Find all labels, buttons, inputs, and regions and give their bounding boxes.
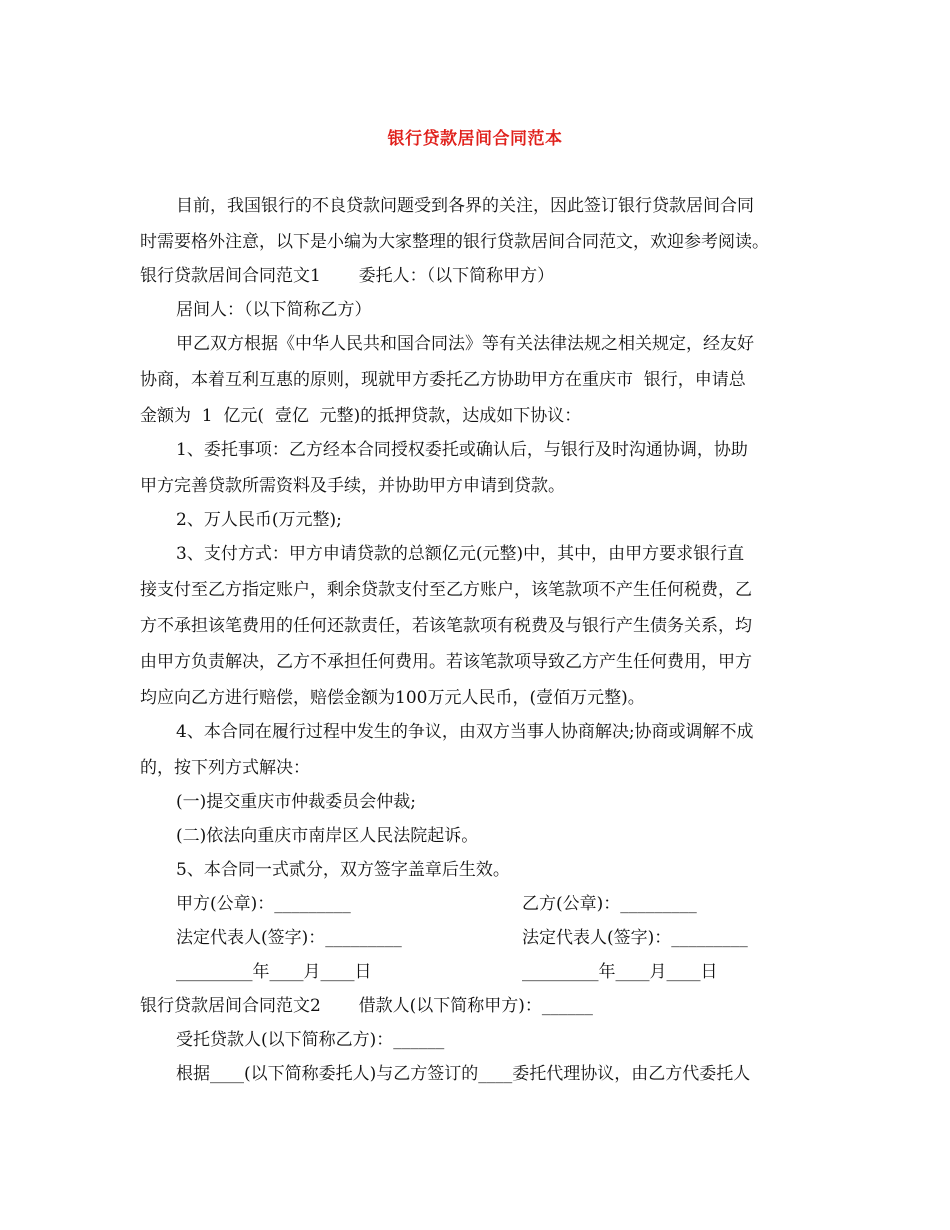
party-a-date: _________年____月____日 (176, 962, 372, 982)
borrower-line: 借款人(以下简称甲方)：______ (358, 996, 593, 1016)
para1-line-3: 金额为 1 亿元( 壹亿 元整)的抵押贷款，达成如下协议： (140, 406, 582, 426)
party-a-representative: 法定代表人(签字)：_________ (176, 928, 402, 948)
party-b-date: _________年____月____日 (522, 962, 718, 982)
item3-line-5: 均应向乙方进行赔偿，赔偿金额为100万元人民币，(壹佰万元整)。 (140, 688, 645, 708)
item5-line: 5、本合同一式贰分，双方签字盖章后生效。 (176, 860, 510, 880)
para1-line-2: 协商，本着互利互惠的原则，现就甲方委托乙方协助甲方在重庆市 银行，申请总 (140, 370, 746, 390)
item1-line-2: 甲方完善贷款所需资料及手续，并协助甲方申请到贷款。 (140, 476, 565, 496)
sample2-heading-row (140, 994, 593, 1018)
item3-line-1: 3、支付方式：甲方申请贷款的总额亿元(元整)中，其中，由甲方要求银行直 (176, 544, 745, 564)
item3-line-4: 由甲方负责解决，乙方不承担任何费用。若该笔款项导致乙方产生任何费用，甲方 (140, 652, 752, 672)
item1-line-1: 1、委托事项：乙方经本合同授权委托或确认后，与银行及时沟通协调，协助 (176, 440, 748, 460)
sample1-heading-row (140, 264, 554, 288)
item4-line-2: 的，按下列方式解决： (140, 758, 310, 778)
sample1-heading: 银行贷款居间合同范文1 (140, 266, 321, 286)
party-b-seal: 乙方(公章)：_________ (522, 894, 697, 914)
item2-line: 2、万人民币(万元整); (176, 510, 342, 530)
principal-line: 委托人：（以下简称甲方） (358, 266, 555, 286)
item4-option-2: (二)依法向重庆市南岸区人民法院起诉。 (176, 826, 479, 846)
item3-line-3: 方不承担该笔费用的任何还款责任，若该笔款项有税费及与银行产生债务关系，均 (140, 616, 752, 636)
item3-line-2: 接支付至乙方指定账户，剩余贷款支付至乙方账户，该笔款项不产生任何税费，乙 (140, 580, 752, 600)
intermediary-line: 居间人：（以下简称乙方） (176, 300, 372, 320)
document-title: 银行贷款居间合同范本 (387, 129, 563, 149)
intro-line-2: 时需要格外注意，以下是小编为大家整理的银行贷款居间合同范文，欢迎参考阅读。 (140, 232, 769, 252)
sample2-para-line-1: 根据____(以下简称委托人)与乙方签订的____委托代理协议，由乙方代委托人 (176, 1064, 751, 1084)
intro-line-1: 目前，我国银行的不良贷款问题受到各界的关注，因此签订银行贷款居间合同 (176, 196, 754, 216)
party-a-seal: 甲方(公章)：_________ (176, 894, 351, 914)
para1-line-1: 甲乙双方根据《中华人民共和国合同法》等有关法律法规之相关规定，经友好 (176, 334, 754, 354)
party-b-representative: 法定代表人(签字)：_________ (522, 928, 748, 948)
sample2-heading: 银行贷款居间合同范文2 (140, 996, 321, 1016)
item4-line-1: 4、本合同在履行过程中发生的争议，由双方当事人协商解决;协商或调解不成 (176, 722, 754, 742)
item4-option-1: (一)提交重庆市仲裁委员会仲裁; (176, 792, 416, 812)
lender-line: 受托贷款人(以下简称乙方)：______ (176, 1030, 445, 1050)
